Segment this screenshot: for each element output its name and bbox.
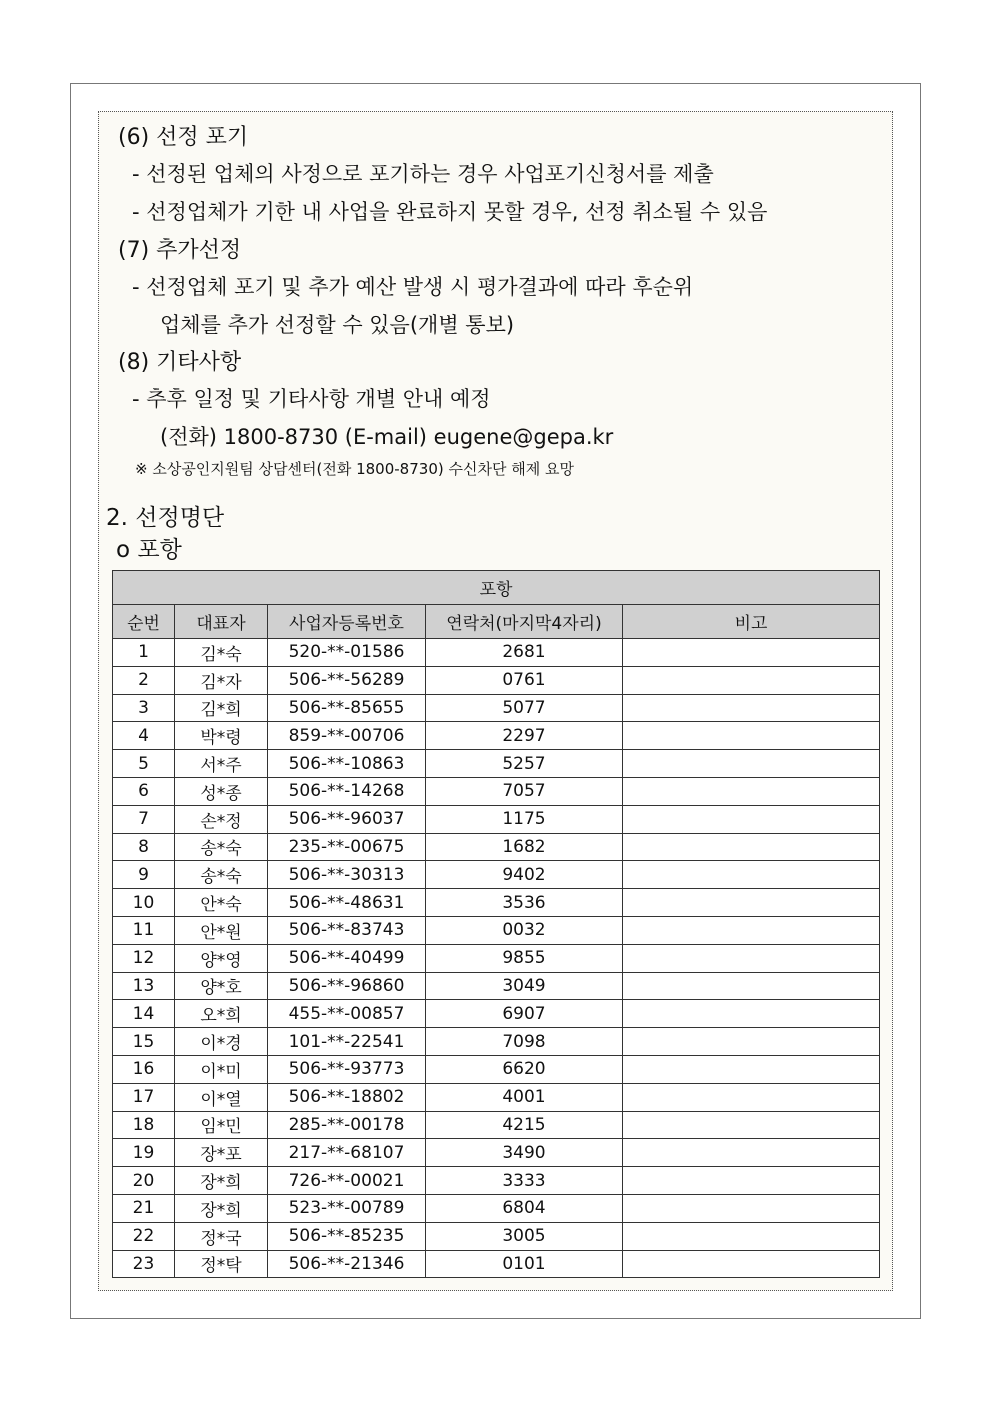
- cell-phone-last4: 0032: [426, 916, 623, 944]
- region-bullet: o 포항: [116, 537, 182, 563]
- cell-business-number: 455-**-00857: [268, 1000, 426, 1028]
- cell-remarks: [623, 805, 880, 833]
- cell-business-number: 520-**-01586: [268, 639, 426, 667]
- cell-remarks: [623, 1000, 880, 1028]
- table-title: 포항: [113, 571, 880, 605]
- cell-representative: 양*호: [175, 972, 268, 1000]
- cell-representative: 오*희: [175, 1000, 268, 1028]
- cell-seq: 17: [113, 1083, 175, 1111]
- cell-phone-last4: 7098: [426, 1028, 623, 1056]
- cell-phone-last4: 0761: [426, 666, 623, 694]
- cell-seq: 4: [113, 722, 175, 750]
- cell-phone-last4: 3333: [426, 1167, 623, 1195]
- cell-seq: 6: [113, 777, 175, 805]
- table-row: [113, 1083, 880, 1111]
- cell-business-number: 859-**-00706: [268, 722, 426, 750]
- cell-remarks: [623, 1222, 880, 1250]
- table-row: [113, 1167, 880, 1195]
- cell-remarks: [623, 777, 880, 805]
- cell-remarks: [623, 861, 880, 889]
- cell-remarks: [623, 750, 880, 778]
- table-row: [113, 666, 880, 694]
- cell-seq: 22: [113, 1222, 175, 1250]
- cell-business-number: 506-**-18802: [268, 1083, 426, 1111]
- roster-table: [112, 570, 880, 1278]
- cell-phone-last4: 6907: [426, 1000, 623, 1028]
- cell-seq: 9: [113, 861, 175, 889]
- table-row: [113, 889, 880, 917]
- table-row: [113, 1250, 880, 1278]
- cell-remarks: [623, 1167, 880, 1195]
- cell-representative: 정*탁: [175, 1250, 268, 1278]
- cell-phone-last4: 1682: [426, 833, 623, 861]
- cell-business-number: 506-**-85655: [268, 694, 426, 722]
- col-header-seq: 순번: [113, 605, 175, 639]
- table-row: [113, 916, 880, 944]
- cell-business-number: 217-**-68107: [268, 1139, 426, 1167]
- cell-remarks: [623, 1250, 880, 1278]
- cell-seq: 11: [113, 916, 175, 944]
- cell-seq: 14: [113, 1000, 175, 1028]
- table-row: [113, 722, 880, 750]
- section-6-bullet-2: - 선정업체가 기한 내 사업을 완료하지 못할 경우, 선정 취소될 수 있음: [132, 200, 768, 224]
- cell-phone-last4: 7057: [426, 777, 623, 805]
- cell-representative: 김*희: [175, 694, 268, 722]
- table-row: [113, 1000, 880, 1028]
- table-row: [113, 777, 880, 805]
- cell-remarks: [623, 1111, 880, 1139]
- cell-representative: 정*국: [175, 1222, 268, 1250]
- cell-business-number: 506-**-10863: [268, 750, 426, 778]
- cell-business-number: 523-**-00789: [268, 1194, 426, 1222]
- cell-seq: 15: [113, 1028, 175, 1056]
- section-8-bullet-1: - 추후 일정 및 기타사항 개별 안내 예정: [132, 387, 491, 411]
- cell-phone-last4: 5077: [426, 694, 623, 722]
- cell-representative: 이*열: [175, 1083, 268, 1111]
- table-row: [113, 1194, 880, 1222]
- table-row: [113, 805, 880, 833]
- cell-business-number: 506-**-96037: [268, 805, 426, 833]
- cell-business-number: 506-**-93773: [268, 1055, 426, 1083]
- cell-representative: 장*희: [175, 1194, 268, 1222]
- cell-business-number: 506-**-14268: [268, 777, 426, 805]
- col-header-phone-last4: 연락처(마지막4자리): [426, 605, 623, 639]
- cell-seq: 23: [113, 1250, 175, 1278]
- cell-phone-last4: 9402: [426, 861, 623, 889]
- cell-representative: 송*숙: [175, 833, 268, 861]
- cell-representative: 양*영: [175, 944, 268, 972]
- cell-phone-last4: 1175: [426, 805, 623, 833]
- cell-representative: 이*경: [175, 1028, 268, 1056]
- cell-seq: 16: [113, 1055, 175, 1083]
- cell-remarks: [623, 1139, 880, 1167]
- cell-seq: 7: [113, 805, 175, 833]
- table-row: [113, 694, 880, 722]
- cell-representative: 송*숙: [175, 861, 268, 889]
- cell-remarks: [623, 833, 880, 861]
- cell-business-number: 726-**-00021: [268, 1167, 426, 1195]
- cell-remarks: [623, 889, 880, 917]
- cell-phone-last4: 3049: [426, 972, 623, 1000]
- cell-phone-last4: 0101: [426, 1250, 623, 1278]
- cell-seq: 10: [113, 889, 175, 917]
- cell-representative: 김*자: [175, 666, 268, 694]
- col-header-representative: 대표자: [175, 605, 268, 639]
- cell-seq: 3: [113, 694, 175, 722]
- table-row: [113, 944, 880, 972]
- cell-business-number: 506-**-56289: [268, 666, 426, 694]
- cell-remarks: [623, 639, 880, 667]
- cell-business-number: 506-**-21346: [268, 1250, 426, 1278]
- cell-business-number: 506-**-83743: [268, 916, 426, 944]
- cell-representative: 이*미: [175, 1055, 268, 1083]
- cell-phone-last4: 5257: [426, 750, 623, 778]
- cell-seq: 13: [113, 972, 175, 1000]
- cell-representative: 손*정: [175, 805, 268, 833]
- cell-representative: 임*민: [175, 1111, 268, 1139]
- cell-phone-last4: 2297: [426, 722, 623, 750]
- cell-phone-last4: 6804: [426, 1194, 623, 1222]
- cell-seq: 1: [113, 639, 175, 667]
- col-header-remarks: 비고: [623, 605, 880, 639]
- cell-seq: 12: [113, 944, 175, 972]
- cell-seq: 8: [113, 833, 175, 861]
- cell-representative: 안*원: [175, 916, 268, 944]
- table-row: [113, 1222, 880, 1250]
- table-row: [113, 972, 880, 1000]
- cell-phone-last4: 2681: [426, 639, 623, 667]
- cell-representative: 김*숙: [175, 639, 268, 667]
- cell-remarks: [623, 722, 880, 750]
- cell-remarks: [623, 1083, 880, 1111]
- cell-business-number: 235-**-00675: [268, 833, 426, 861]
- cell-business-number: 506-**-85235: [268, 1222, 426, 1250]
- cell-phone-last4: 6620: [426, 1055, 623, 1083]
- cell-seq: 2: [113, 666, 175, 694]
- cell-business-number: 506-**-48631: [268, 889, 426, 917]
- cell-remarks: [623, 944, 880, 972]
- section-6-title: (6) 선정 포기: [118, 125, 249, 150]
- table-row: [113, 639, 880, 667]
- section-8-title: (8) 기타사항: [118, 350, 242, 375]
- cell-phone-last4: 4001: [426, 1083, 623, 1111]
- cell-phone-last4: 9855: [426, 944, 623, 972]
- table-row: [113, 1055, 880, 1083]
- contact-line: (전화) 1800-8730 (E-mail) eugene@gepa.kr: [160, 425, 614, 449]
- cell-phone-last4: 3490: [426, 1139, 623, 1167]
- cell-phone-last4: 4215: [426, 1111, 623, 1139]
- cell-business-number: 101-**-22541: [268, 1028, 426, 1056]
- cell-seq: 18: [113, 1111, 175, 1139]
- table-row: [113, 1139, 880, 1167]
- section-6-bullet-1: - 선정된 업체의 사정으로 포기하는 경우 사업포기신청서를 제출: [132, 162, 714, 186]
- cell-seq: 21: [113, 1194, 175, 1222]
- cell-business-number: 285-**-00178: [268, 1111, 426, 1139]
- table-row: [113, 861, 880, 889]
- list-section-title: 2. 선정명단: [106, 505, 225, 531]
- section-7-bullet-1-cont: 업체를 추가 선정할 수 있음(개별 통보): [160, 313, 515, 337]
- cell-representative: 성*종: [175, 777, 268, 805]
- cell-remarks: [623, 1194, 880, 1222]
- cell-business-number: 506-**-96860: [268, 972, 426, 1000]
- cell-remarks: [623, 666, 880, 694]
- cell-remarks: [623, 1055, 880, 1083]
- cell-representative: 박*령: [175, 722, 268, 750]
- notice-note: ※ 소상공인지원팀 상담센터(전화 1800-8730) 수신차단 해제 요망: [135, 460, 574, 478]
- cell-remarks: [623, 1028, 880, 1056]
- cell-phone-last4: 3536: [426, 889, 623, 917]
- cell-phone-last4: 3005: [426, 1222, 623, 1250]
- table-row: [113, 1028, 880, 1056]
- cell-business-number: 506-**-30313: [268, 861, 426, 889]
- cell-representative: 서*주: [175, 750, 268, 778]
- cell-business-number: 506-**-40499: [268, 944, 426, 972]
- cell-seq: 5: [113, 750, 175, 778]
- col-header-business-number: 사업자등록번호: [268, 605, 426, 639]
- cell-remarks: [623, 972, 880, 1000]
- cell-representative: 안*숙: [175, 889, 268, 917]
- cell-remarks: [623, 916, 880, 944]
- section-7-bullet-1: - 선정업체 포기 및 추가 예산 발생 시 평가결과에 따라 후순위: [132, 275, 694, 299]
- cell-representative: 장*포: [175, 1139, 268, 1167]
- table-row: [113, 833, 880, 861]
- cell-representative: 장*희: [175, 1167, 268, 1195]
- cell-seq: 20: [113, 1167, 175, 1195]
- table-row: [113, 750, 880, 778]
- table-row: [113, 1111, 880, 1139]
- cell-remarks: [623, 694, 880, 722]
- cell-seq: 19: [113, 1139, 175, 1167]
- section-7-title: (7) 추가선정: [118, 238, 242, 263]
